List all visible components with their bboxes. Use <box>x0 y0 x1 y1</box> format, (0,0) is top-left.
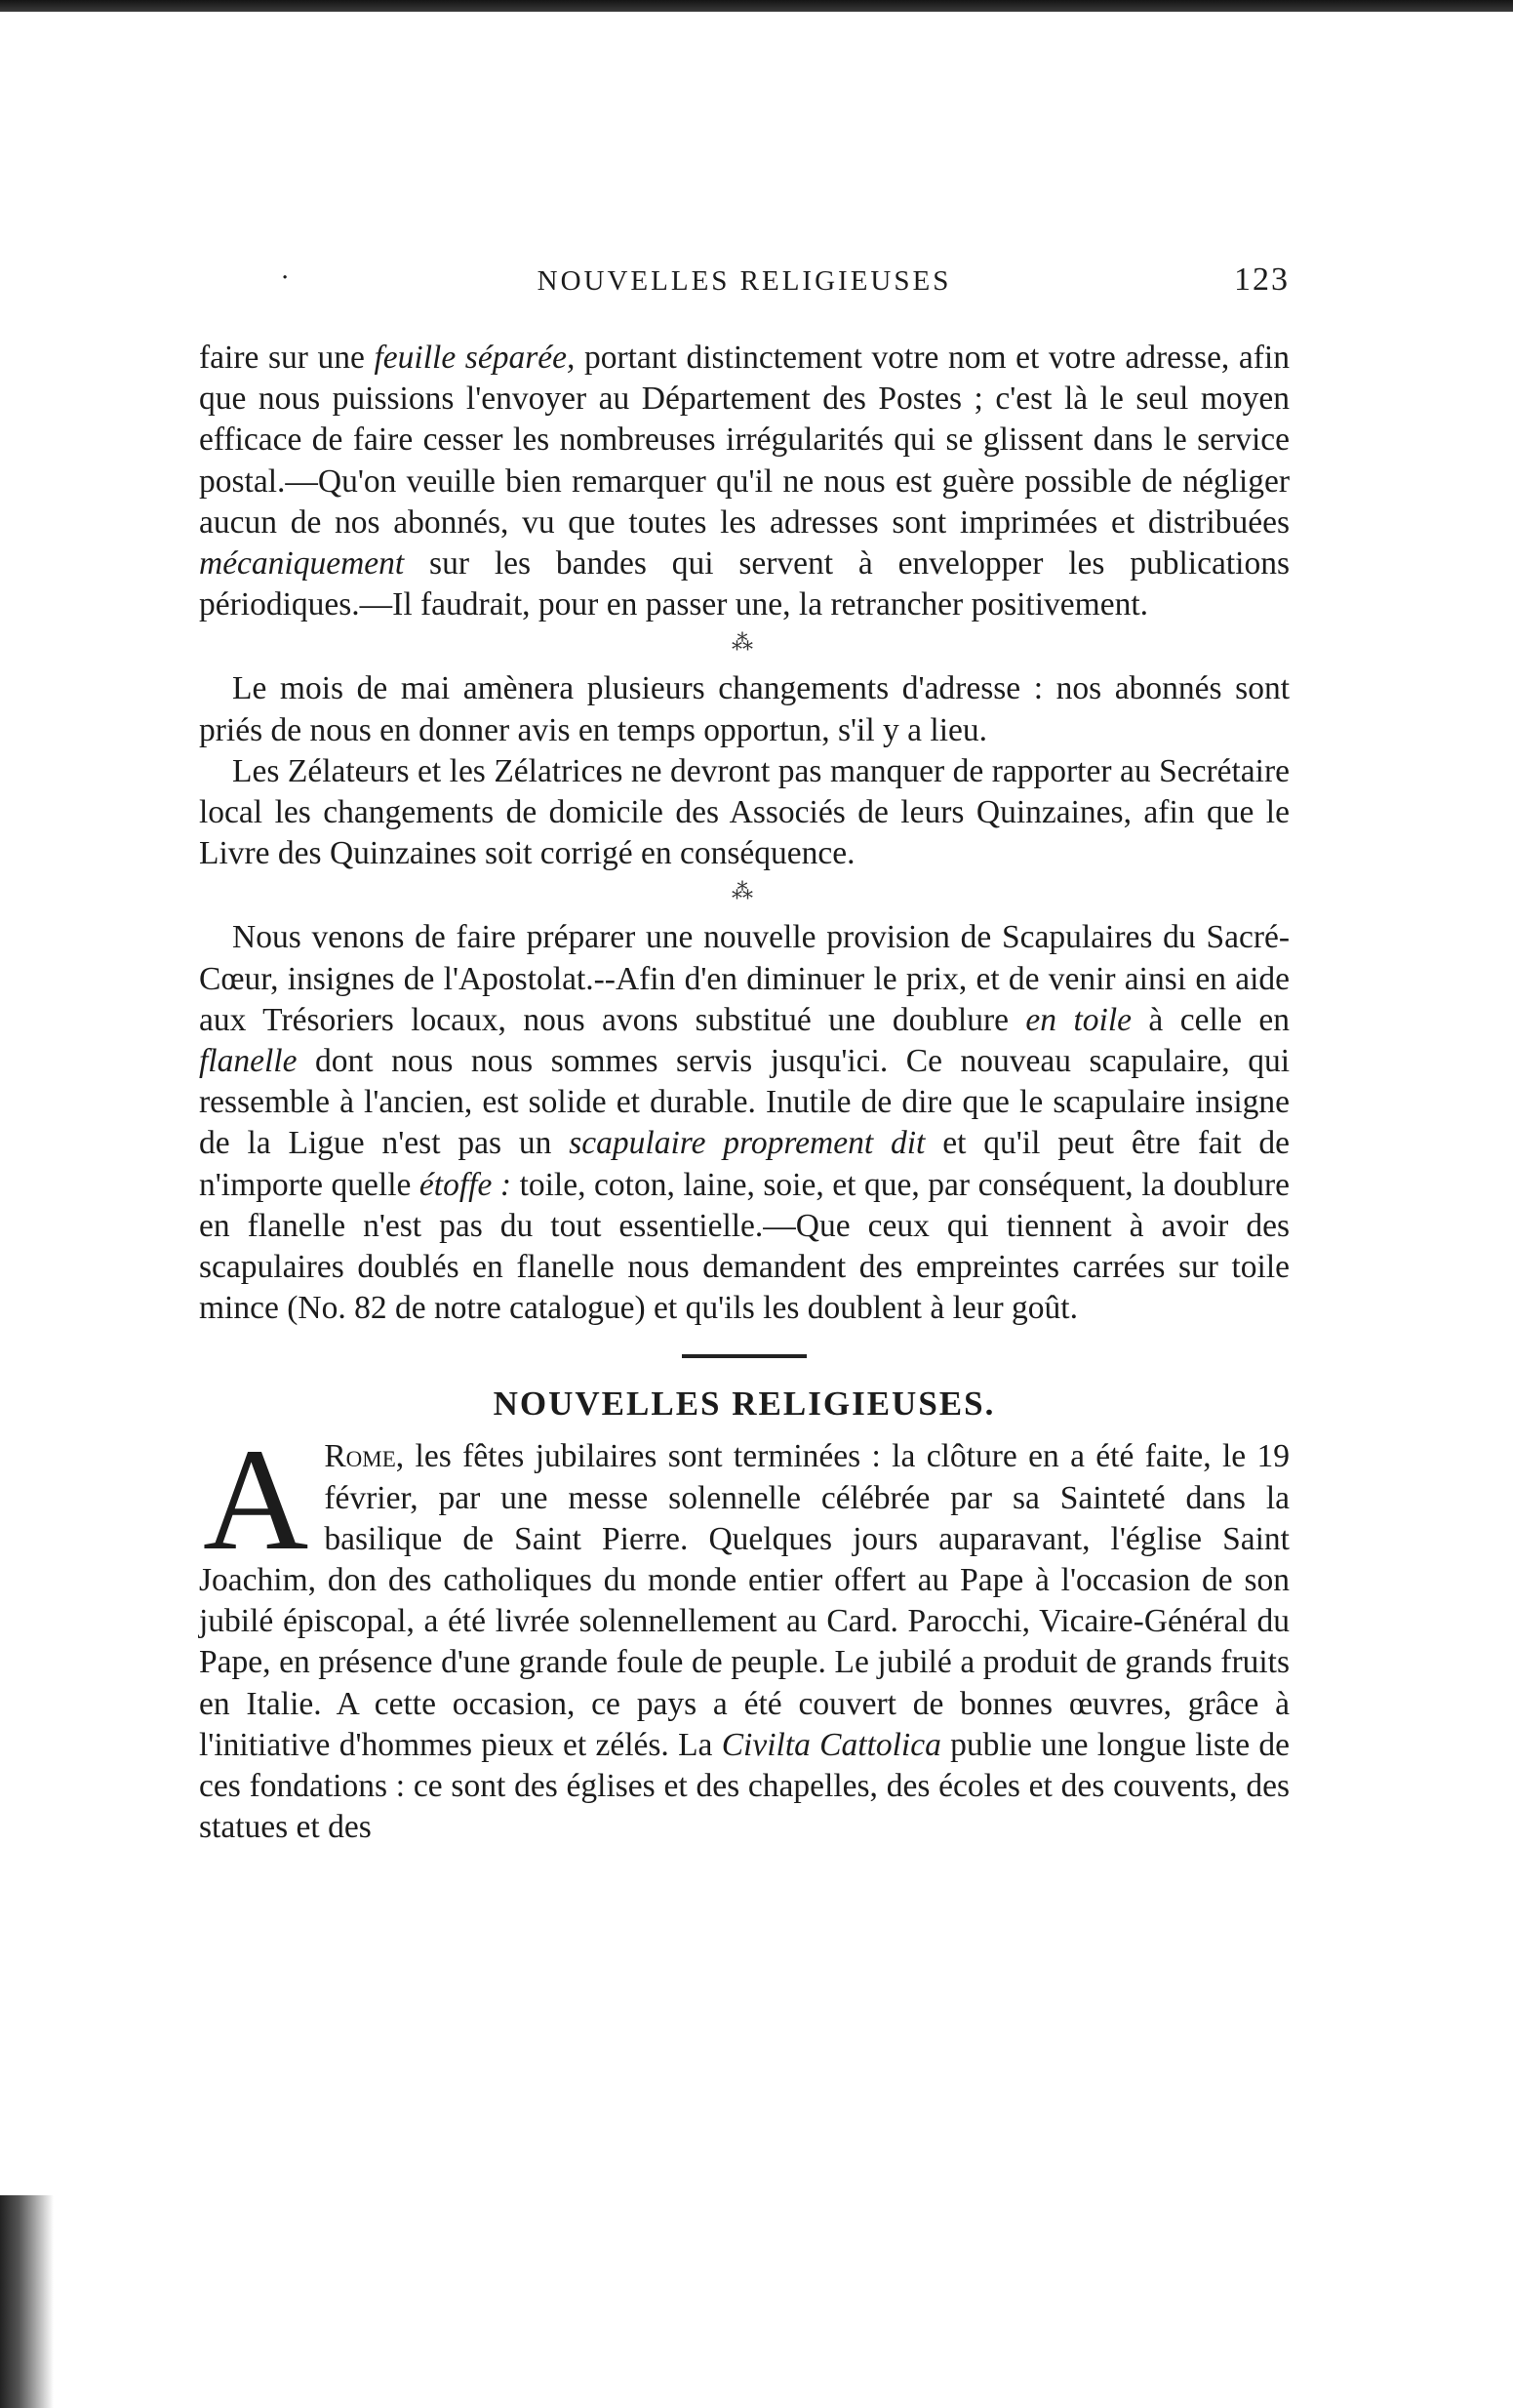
p1-text-a: faire sur une <box>199 340 375 376</box>
p4-text-e: toile, coton, laine, soie, et que, par conséquent, la doublure en flanelle n'est pas du tout essentielle.—Que ceux qui tiennent à avoir des scapulaires doublés en flanelle nous demandent des empreintes carrées sur toile mince (No. 82 de notre catalogue) et qu'ils les doublent à leur goût. <box>199 1166 1290 1327</box>
asterism-separator-1: ⁂ <box>732 631 757 657</box>
p1-text-c: sur les bandes qui servent à envelopper les publications périodiques.—Il faudrait, pour en passer une, la retrancher positivement. <box>199 545 1290 623</box>
section-heading: NOUVELLES RELIGIEUSES. <box>493 1385 996 1424</box>
p4-text-d: et qu'il peut être fait de n'importe quelle <box>199 1125 1291 1203</box>
page-body <box>199 261 1290 1849</box>
p4-emphasis-a: en toile <box>1025 1001 1133 1038</box>
paragraph-rome <box>199 1419 1290 1848</box>
rome-text-b: publie une longue liste de ces fondations : ce sont des églises et des chapelles, des écoles et des couvents, des statues et des <box>199 1726 1290 1846</box>
drop-cap: A <box>203 1419 309 1582</box>
running-head <box>199 261 1290 310</box>
paragraph-scapulaires <box>199 917 1290 1329</box>
running-title: NOUVELLES RELIGIEUSES <box>537 265 952 297</box>
p1-emphasis-a: feuille séparée, <box>374 340 576 376</box>
p4-emphasis-d: étoffe : <box>418 1166 512 1203</box>
p4-text-a: Nous venons de faire préparer une nouvelle provision de Scapulaires du Sacré-Cœur, insignes de l'Apostolat.--Afin d'en diminuer le prix, et de venir ainsi en aide aux Trésoriers locaux, nous avons substitué une doublure <box>199 919 1290 1038</box>
p4-text-c: dont nous nous sommes servis jusqu'ici. Ce nouveau scapulaire, qui ressemble à l'ancien, est solide et durable. Inutile de dire que le scapulaire insigne de la Ligue n'est pas un <box>199 1043 1290 1162</box>
p1-emphasis-b: mécaniquement <box>199 545 405 582</box>
scan-left-edge <box>0 2195 54 2408</box>
first-word: Rome <box>324 1438 396 1475</box>
page-number: 123 <box>1234 261 1290 298</box>
p4-emphasis-c: scapulaire proprement dit <box>569 1125 926 1162</box>
asterism-separator-2: ⁂ <box>732 880 757 905</box>
header-dot: · <box>281 263 290 293</box>
scan-top-edge <box>0 0 1513 12</box>
p4-emphasis-b: flanelle <box>199 1043 298 1080</box>
section-rule <box>682 1354 807 1358</box>
p4-text-b: à celle en <box>1132 1001 1290 1038</box>
paragraph-address-change: Le mois de mai amènera plusieurs changements d'adresse : nos abonnés sont priés de nous en donner avis en temps opportun, s'il y a lieu. <box>199 670 1290 748</box>
paragraph-postal <box>199 338 1290 625</box>
paragraph-zelateurs: Les Zélateurs et les Zélatrices ne devront pas manquer de rapporter au Secrétaire local les changements de domicile des Associés de leurs Quinzaines, afin que le Livre des Quinzaines soit corrigé en conséquence. <box>199 752 1290 872</box>
rome-emphasis: Civilta Cattolica <box>721 1726 941 1763</box>
p1-text-b: portant distinctement votre nom et votre adresse, afin que nous puissions l'envoyer au Département des Postes ; c'est là le seul moyen efficace de faire cesser les nombreuses irrégularités qui se glissent dans le service postal.—Qu'on veuille bien remarquer qu'il ne nous est guère possible de négliger aucun de nos abonnés, vu que toutes les adresses sont imprimées et distribuées <box>199 340 1290 541</box>
rome-text-a: , les fêtes jubilaires sont terminées : la clôture en a été faite, le 19 février, par une messe solennelle célébrée par sa Sainteté dans la basilique de Saint Pierre. Quelques jours auparavant, l'église Saint Joachim, don des catholiques du monde entier offert au Pape à l'occasion de son jubilé épiscopal, a été livrée solennellement au Card. Parocchi, Vicaire-Général du Pape, en présence d'une grande foule de peuple. Le jubilé a produit de grands fruits en Italie. A cette occasion, ce pays a été couvert de bonnes œuvres, grâce à l'initiative d'hommes pieux et zélés. La <box>199 1438 1290 1763</box>
